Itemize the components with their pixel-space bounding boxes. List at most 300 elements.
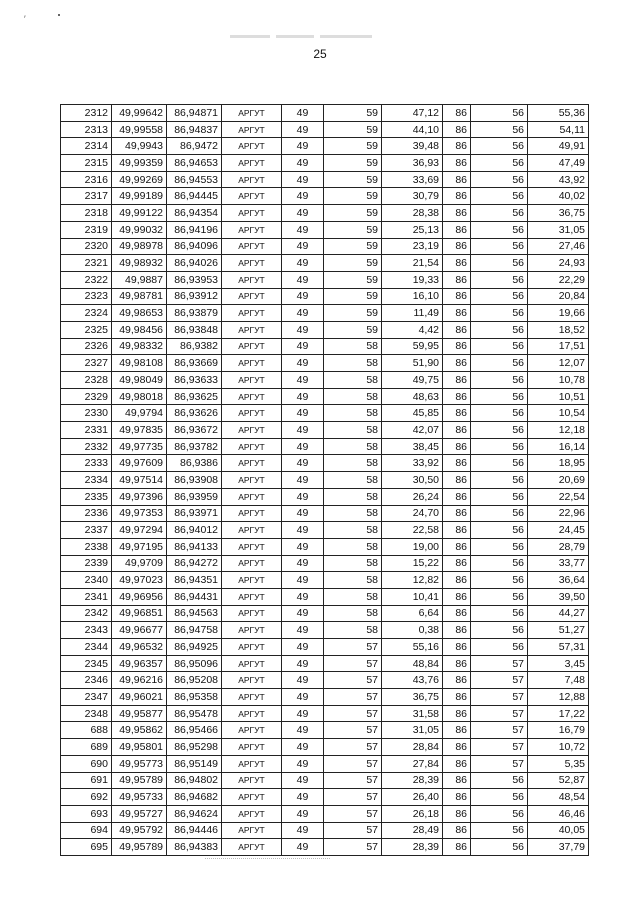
lon-degrees-cell: 86 [443,388,471,405]
lon-seconds-cell: 37,79 [528,839,589,856]
lat-degrees-cell: 49 [282,639,324,656]
lat-degrees-cell: 49 [282,205,324,222]
lon-minutes-cell: 57 [471,705,528,722]
lon-minutes-cell: 57 [471,722,528,739]
lat-minutes-cell: 59 [324,271,382,288]
longitude-cell: 86,93971 [167,505,222,522]
latitude-cell: 49,99189 [112,188,167,205]
lon-seconds-cell: 28,79 [528,538,589,555]
lat-degrees-cell: 49 [282,372,324,389]
longitude-cell: 86,94196 [167,221,222,238]
lon-degrees-cell: 86 [443,522,471,539]
longitude-cell: 86,94133 [167,538,222,555]
lat-minutes-cell: 59 [324,171,382,188]
point-number-cell: 2327 [61,355,112,372]
lon-minutes-cell: 56 [471,639,528,656]
river-name-cell: АРГУТ [222,739,282,756]
table-row [61,271,589,288]
longitude-cell: 86,95208 [167,672,222,689]
point-number-cell: 2314 [61,138,112,155]
river-name-cell: АРГУТ [222,205,282,222]
river-name-cell: АРГУТ [222,355,282,372]
lat-minutes-cell: 59 [324,205,382,222]
longitude-cell: 86,93633 [167,372,222,389]
lon-minutes-cell: 56 [471,171,528,188]
longitude-cell: 86,93848 [167,321,222,338]
latitude-cell: 49,98108 [112,355,167,372]
latitude-cell: 49,96021 [112,689,167,706]
lon-minutes-cell: 56 [471,555,528,572]
lat-seconds-cell: 22,58 [382,522,443,539]
lat-degrees-cell: 49 [282,822,324,839]
lat-minutes-cell: 58 [324,572,382,589]
lat-minutes-cell: 59 [324,138,382,155]
river-name-cell: АРГУТ [222,588,282,605]
longitude-cell: 86,94351 [167,572,222,589]
point-number-cell: 2319 [61,221,112,238]
table-row [61,188,589,205]
lat-seconds-cell: 39,48 [382,138,443,155]
river-name-cell: АРГУТ [222,639,282,656]
latitude-cell: 49,96677 [112,622,167,639]
lat-seconds-cell: 12,82 [382,572,443,589]
lon-seconds-cell: 20,84 [528,288,589,305]
longitude-cell: 86,9382 [167,338,222,355]
lat-degrees-cell: 49 [282,138,324,155]
point-number-cell: 2324 [61,305,112,322]
lat-minutes-cell: 58 [324,438,382,455]
longitude-cell: 86,94758 [167,622,222,639]
lat-minutes-cell: 57 [324,772,382,789]
longitude-cell: 86,93953 [167,271,222,288]
lat-seconds-cell: 0,38 [382,622,443,639]
table-row [61,822,589,839]
table-row [61,105,589,122]
latitude-cell: 49,97835 [112,422,167,439]
lon-minutes-cell: 56 [471,805,528,822]
lon-minutes-cell: 56 [471,305,528,322]
lat-degrees-cell: 49 [282,338,324,355]
lon-minutes-cell: 56 [471,321,528,338]
lon-seconds-cell: 3,45 [528,655,589,672]
river-name-cell: АРГУТ [222,522,282,539]
lon-minutes-cell: 56 [471,538,528,555]
latitude-cell: 49,99642 [112,105,167,122]
table-row [61,722,589,739]
lon-degrees-cell: 86 [443,105,471,122]
lat-seconds-cell: 26,24 [382,488,443,505]
point-number-cell: 2336 [61,505,112,522]
longitude-cell: 86,94653 [167,155,222,172]
river-name-cell: АРГУТ [222,138,282,155]
lat-degrees-cell: 49 [282,722,324,739]
lat-seconds-cell: 25,13 [382,221,443,238]
longitude-cell: 86,94012 [167,522,222,539]
lon-seconds-cell: 43,92 [528,171,589,188]
lat-seconds-cell: 42,07 [382,422,443,439]
table-row [61,505,589,522]
lon-degrees-cell: 86 [443,488,471,505]
lon-seconds-cell: 40,02 [528,188,589,205]
lat-seconds-cell: 26,18 [382,805,443,822]
lat-seconds-cell: 28,39 [382,772,443,789]
longitude-cell: 86,94624 [167,805,222,822]
lat-degrees-cell: 49 [282,355,324,372]
river-name-cell: АРГУТ [222,255,282,272]
latitude-cell: 49,95789 [112,839,167,856]
lon-minutes-cell: 56 [471,839,528,856]
table-row [61,689,589,706]
latitude-cell: 49,99122 [112,205,167,222]
lon-seconds-cell: 17,22 [528,705,589,722]
table-row [61,705,589,722]
latitude-cell: 49,97195 [112,538,167,555]
lon-minutes-cell: 56 [471,388,528,405]
river-name-cell: АРГУТ [222,705,282,722]
point-number-cell: 691 [61,772,112,789]
lat-degrees-cell: 49 [282,655,324,672]
lon-seconds-cell: 10,72 [528,739,589,756]
latitude-cell: 49,95801 [112,739,167,756]
lon-degrees-cell: 86 [443,288,471,305]
table-row [61,538,589,555]
lat-seconds-cell: 6,64 [382,605,443,622]
lon-seconds-cell: 24,45 [528,522,589,539]
latitude-cell: 49,99359 [112,155,167,172]
table-row [61,255,589,272]
lon-minutes-cell: 56 [471,271,528,288]
lon-degrees-cell: 86 [443,839,471,856]
point-number-cell: 2335 [61,488,112,505]
latitude-cell: 49,97396 [112,488,167,505]
latitude-cell: 49,99558 [112,121,167,138]
lon-degrees-cell: 86 [443,205,471,222]
lat-minutes-cell: 59 [324,288,382,305]
table-row [61,238,589,255]
latitude-cell: 49,99032 [112,221,167,238]
lat-minutes-cell: 59 [324,321,382,338]
lon-degrees-cell: 86 [443,188,471,205]
longitude-cell: 86,95096 [167,655,222,672]
lat-seconds-cell: 4,42 [382,321,443,338]
point-number-cell: 2316 [61,171,112,188]
longitude-cell: 86,93908 [167,472,222,489]
lat-degrees-cell: 49 [282,538,324,555]
lat-degrees-cell: 49 [282,321,324,338]
lat-minutes-cell: 58 [324,488,382,505]
point-number-cell: 2321 [61,255,112,272]
lat-minutes-cell: 58 [324,605,382,622]
table-row [61,338,589,355]
lon-seconds-cell: 10,54 [528,405,589,422]
lat-seconds-cell: 38,45 [382,438,443,455]
lat-seconds-cell: 49,75 [382,372,443,389]
point-number-cell: 2333 [61,455,112,472]
point-number-cell: 2343 [61,622,112,639]
lon-seconds-cell: 20,69 [528,472,589,489]
lon-degrees-cell: 86 [443,238,471,255]
lat-degrees-cell: 49 [282,455,324,472]
lat-minutes-cell: 58 [324,338,382,355]
table-row [61,739,589,756]
table-row [61,522,589,539]
table-row [61,205,589,222]
lon-seconds-cell: 18,52 [528,321,589,338]
lat-degrees-cell: 49 [282,271,324,288]
lon-degrees-cell: 86 [443,305,471,322]
lat-minutes-cell: 58 [324,555,382,572]
lon-degrees-cell: 86 [443,805,471,822]
lon-degrees-cell: 86 [443,772,471,789]
lat-degrees-cell: 49 [282,505,324,522]
longitude-cell: 86,95358 [167,689,222,706]
table-row [61,805,589,822]
table-row [61,839,589,856]
latitude-cell: 49,98653 [112,305,167,322]
lon-degrees-cell: 86 [443,355,471,372]
longitude-cell: 86,93625 [167,388,222,405]
table-row [61,405,589,422]
lon-minutes-cell: 56 [471,188,528,205]
lat-minutes-cell: 59 [324,105,382,122]
lat-minutes-cell: 58 [324,588,382,605]
longitude-cell: 86,94446 [167,822,222,839]
river-name-cell: АРГУТ [222,822,282,839]
longitude-cell: 86,94383 [167,839,222,856]
longitude-cell: 86,94354 [167,205,222,222]
longitude-cell: 86,93912 [167,288,222,305]
river-name-cell: АРГУТ [222,455,282,472]
lon-minutes-cell: 56 [471,505,528,522]
lon-degrees-cell: 86 [443,438,471,455]
lon-minutes-cell: 57 [471,739,528,756]
lon-minutes-cell: 56 [471,255,528,272]
bottom-scan-line [205,858,330,859]
longitude-cell: 86,94026 [167,255,222,272]
lat-seconds-cell: 33,69 [382,171,443,188]
river-name-cell: АРГУТ [222,555,282,572]
point-number-cell: 2315 [61,155,112,172]
lon-seconds-cell: 54,11 [528,121,589,138]
lon-degrees-cell: 86 [443,822,471,839]
lat-seconds-cell: 28,49 [382,822,443,839]
lat-minutes-cell: 59 [324,121,382,138]
table-row [61,321,589,338]
lon-minutes-cell: 56 [471,622,528,639]
lat-minutes-cell: 58 [324,538,382,555]
lat-minutes-cell: 58 [324,388,382,405]
point-number-cell: 2346 [61,672,112,689]
point-number-cell: 2348 [61,705,112,722]
lat-seconds-cell: 11,49 [382,305,443,322]
lon-seconds-cell: 10,51 [528,388,589,405]
lat-degrees-cell: 49 [282,672,324,689]
longitude-cell: 86,94871 [167,105,222,122]
lon-seconds-cell: 40,05 [528,822,589,839]
lon-seconds-cell: 57,31 [528,639,589,656]
lon-seconds-cell: 47,49 [528,155,589,172]
point-number-cell: 2332 [61,438,112,455]
table-row [61,138,589,155]
river-name-cell: АРГУТ [222,238,282,255]
lon-minutes-cell: 56 [471,789,528,806]
lon-seconds-cell: 51,27 [528,622,589,639]
latitude-cell: 49,97353 [112,505,167,522]
point-number-cell: 2313 [61,121,112,138]
lon-degrees-cell: 86 [443,639,471,656]
river-name-cell: АРГУТ [222,171,282,188]
lon-seconds-cell: 48,54 [528,789,589,806]
lat-degrees-cell: 49 [282,805,324,822]
lon-minutes-cell: 56 [471,288,528,305]
lat-seconds-cell: 26,40 [382,789,443,806]
lon-minutes-cell: 56 [471,772,528,789]
lon-degrees-cell: 86 [443,121,471,138]
lat-minutes-cell: 58 [324,472,382,489]
table-row [61,789,589,806]
latitude-cell: 49,95727 [112,805,167,822]
lon-minutes-cell: 56 [471,588,528,605]
table-row [61,288,589,305]
lat-seconds-cell: 33,92 [382,455,443,472]
lat-seconds-cell: 31,58 [382,705,443,722]
lon-minutes-cell: 56 [471,605,528,622]
lat-seconds-cell: 30,50 [382,472,443,489]
lon-degrees-cell: 86 [443,538,471,555]
lon-seconds-cell: 33,77 [528,555,589,572]
lon-degrees-cell: 86 [443,221,471,238]
point-number-cell: 688 [61,722,112,739]
table-row [61,388,589,405]
latitude-cell: 49,96532 [112,639,167,656]
lat-degrees-cell: 49 [282,221,324,238]
river-name-cell: АРГУТ [222,321,282,338]
lon-seconds-cell: 17,51 [528,338,589,355]
scan-dot [58,14,60,16]
lon-degrees-cell: 86 [443,572,471,589]
lat-degrees-cell: 49 [282,605,324,622]
lat-degrees-cell: 49 [282,488,324,505]
table-row [61,305,589,322]
river-name-cell: АРГУТ [222,772,282,789]
river-name-cell: АРГУТ [222,572,282,589]
scan-mark: ′ [24,14,26,24]
river-name-cell: АРГУТ [222,755,282,772]
point-number-cell: 2328 [61,372,112,389]
lat-minutes-cell: 57 [324,655,382,672]
latitude-cell: 49,98781 [112,288,167,305]
lon-seconds-cell: 22,54 [528,488,589,505]
longitude-cell: 86,93959 [167,488,222,505]
lat-degrees-cell: 49 [282,839,324,856]
lon-minutes-cell: 56 [471,422,528,439]
lat-degrees-cell: 49 [282,305,324,322]
lat-minutes-cell: 57 [324,789,382,806]
longitude-cell: 86,93669 [167,355,222,372]
lat-minutes-cell: 57 [324,805,382,822]
point-number-cell: 2329 [61,388,112,405]
lon-minutes-cell: 56 [471,472,528,489]
point-number-cell: 2341 [61,588,112,605]
lat-seconds-cell: 55,16 [382,639,443,656]
lat-minutes-cell: 58 [324,422,382,439]
lat-seconds-cell: 30,79 [382,188,443,205]
lat-minutes-cell: 57 [324,722,382,739]
lat-minutes-cell: 57 [324,822,382,839]
point-number-cell: 2317 [61,188,112,205]
lat-seconds-cell: 44,10 [382,121,443,138]
lat-minutes-cell: 58 [324,505,382,522]
lon-degrees-cell: 86 [443,405,471,422]
table-row [61,121,589,138]
lat-minutes-cell: 59 [324,188,382,205]
lat-seconds-cell: 28,84 [382,739,443,756]
lon-minutes-cell: 56 [471,438,528,455]
latitude-cell: 49,96216 [112,672,167,689]
lat-degrees-cell: 49 [282,705,324,722]
point-number-cell: 692 [61,789,112,806]
lon-degrees-cell: 86 [443,255,471,272]
coordinates-table [60,104,589,856]
lon-seconds-cell: 44,27 [528,605,589,622]
lat-seconds-cell: 15,22 [382,555,443,572]
river-name-cell: АРГУТ [222,121,282,138]
longitude-cell: 86,94925 [167,639,222,656]
table-row [61,472,589,489]
point-number-cell: 2326 [61,338,112,355]
table-row [61,639,589,656]
river-name-cell: АРГУТ [222,188,282,205]
river-name-cell: АРГУТ [222,372,282,389]
lat-minutes-cell: 59 [324,238,382,255]
point-number-cell: 2323 [61,288,112,305]
lon-seconds-cell: 55,36 [528,105,589,122]
lon-minutes-cell: 56 [471,822,528,839]
lat-degrees-cell: 49 [282,755,324,772]
river-name-cell: АРГУТ [222,689,282,706]
lon-minutes-cell: 57 [471,755,528,772]
table-row [61,488,589,505]
lat-minutes-cell: 59 [324,221,382,238]
lon-degrees-cell: 86 [443,739,471,756]
point-number-cell: 2312 [61,105,112,122]
lon-degrees-cell: 86 [443,622,471,639]
point-number-cell: 2339 [61,555,112,572]
lon-degrees-cell: 86 [443,605,471,622]
latitude-cell: 49,98332 [112,338,167,355]
lon-seconds-cell: 10,78 [528,372,589,389]
river-name-cell: АРГУТ [222,622,282,639]
lat-minutes-cell: 57 [324,839,382,856]
lat-minutes-cell: 57 [324,705,382,722]
lon-degrees-cell: 86 [443,321,471,338]
point-number-cell: 2337 [61,522,112,539]
river-name-cell: АРГУТ [222,105,282,122]
latitude-cell: 49,95789 [112,772,167,789]
latitude-cell: 49,95733 [112,789,167,806]
lat-degrees-cell: 49 [282,555,324,572]
lat-seconds-cell: 43,76 [382,672,443,689]
lon-seconds-cell: 5,35 [528,755,589,772]
lon-degrees-cell: 86 [443,505,471,522]
latitude-cell: 49,98932 [112,255,167,272]
table-row [61,672,589,689]
lon-degrees-cell: 86 [443,555,471,572]
lat-seconds-cell: 51,90 [382,355,443,372]
lat-minutes-cell: 58 [324,355,382,372]
lon-degrees-cell: 86 [443,755,471,772]
faded-header-stamp [230,28,400,36]
